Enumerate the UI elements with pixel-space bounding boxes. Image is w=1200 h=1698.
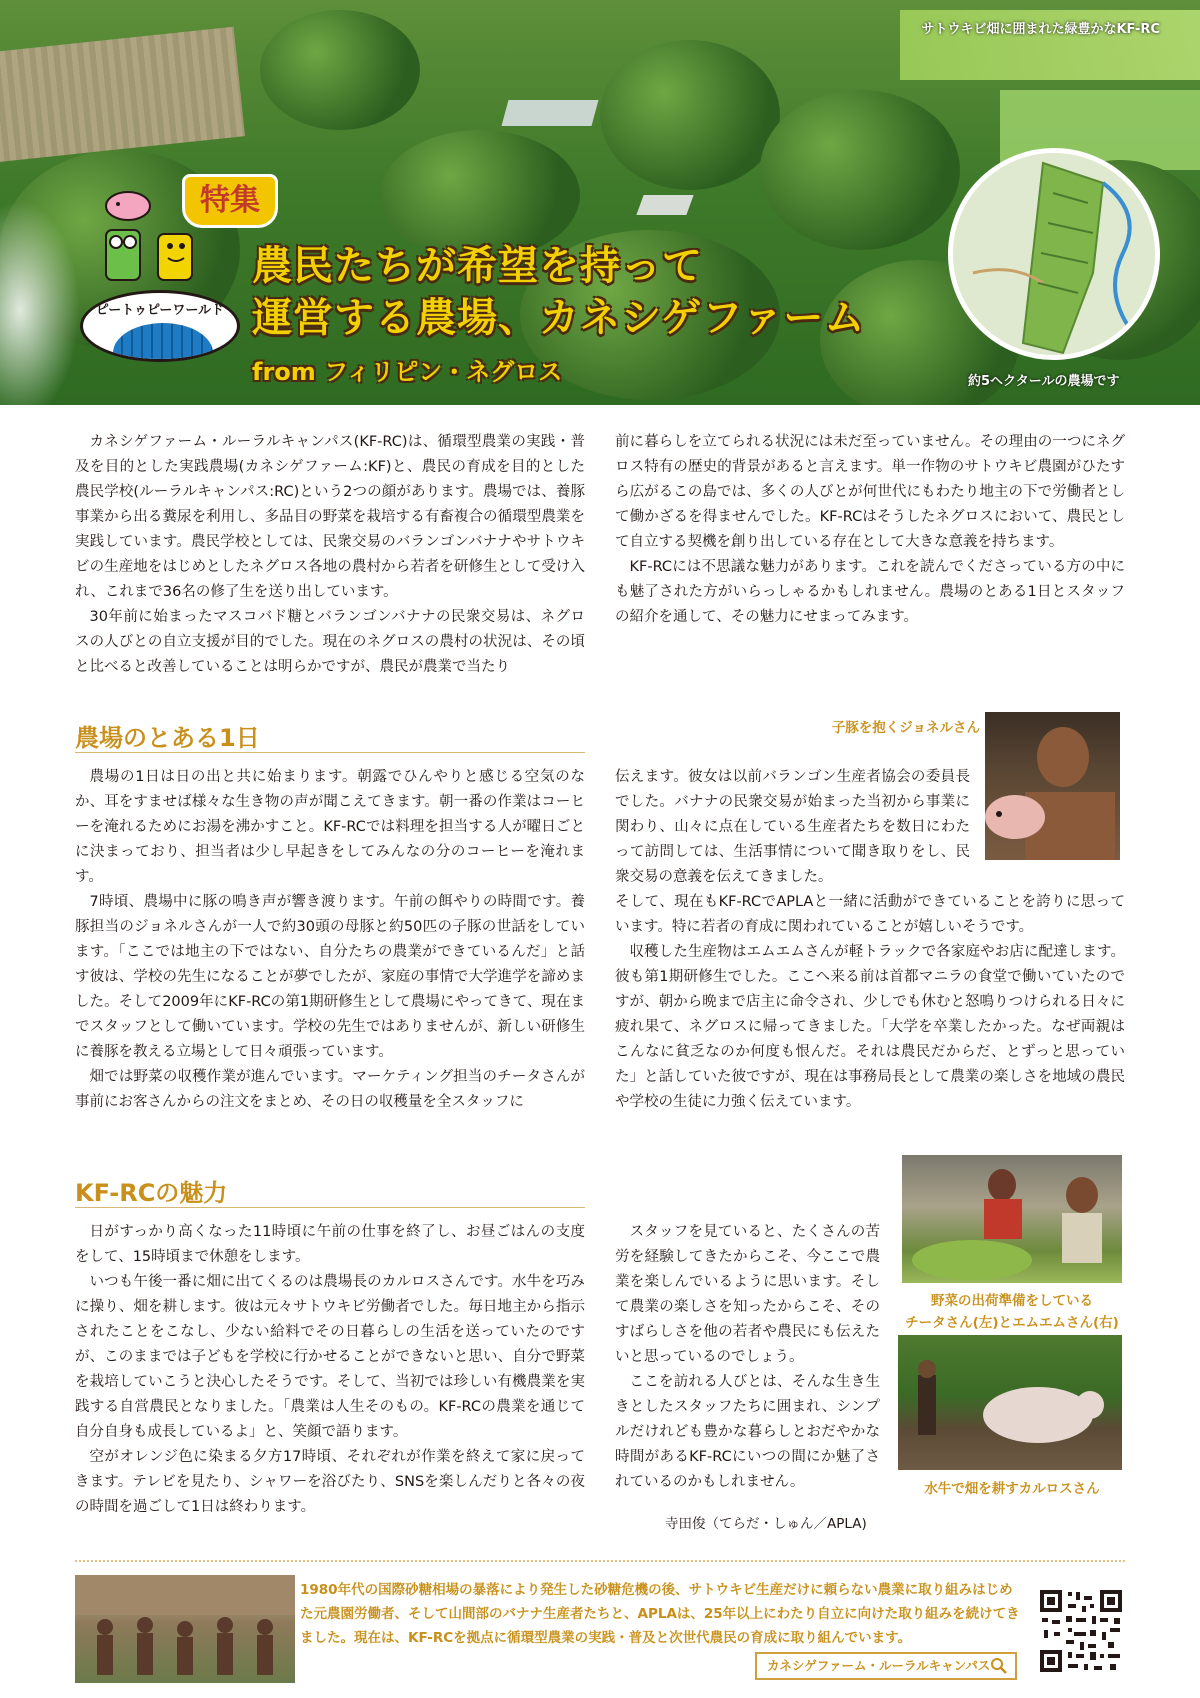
photo-caption: 子豚を抱くジョネルさん bbox=[831, 720, 980, 736]
photo-caption bbox=[890, 1290, 1134, 1334]
caption-line: 野菜の出荷準備をしている bbox=[931, 1293, 1093, 1309]
search-icon[interactable] bbox=[989, 1656, 1009, 1676]
intro-left-column bbox=[75, 430, 585, 680]
paragraph: 前に暮らしを立てられる状況には未だ至っていません。その理由の一つにネグロス特有の歴史的背景があると言えます。単一作物のサトウキビ農園がひたすら広がるこの島では、多くの人びとが何世代にもわたり地主の下で労働者として働かざるを得ませんでした。KF-RCはそうしたネグロスにおいて、農民として自立する契機を創り出している存在として大きな意義を持ちます。 bbox=[615, 434, 1125, 550]
farm-building bbox=[636, 195, 693, 215]
photo-drawing bbox=[985, 712, 1120, 860]
intro-right-column bbox=[615, 430, 1125, 630]
section2-left-column bbox=[75, 1220, 585, 1520]
photo-drawing bbox=[75, 1575, 295, 1683]
paragraph: いつも午後一番に畑に出てくるのは農場長のカルロスさんです。水牛を巧みに操り、畑を耕します。彼は元々サトウキビ労働者でした。毎日地主から指示されたことをこなし、少ない給料でその日暮らしの生活を送っていたのですが、このままでは子どもを学校に行かせることができないと思い、自分で野菜を栽培していこうと決心したそうです。そして、当初では珍しい有機農業を実践する自営農民となりました。「農業は人生そのもの。KF-RCの農業を通じて自分自身も成長しているよ」と、笑顔で語ります。 bbox=[75, 1274, 585, 1440]
paragraph: 日がすっかり高くなった11時頃に午前の仕事を終了し、お昼ごはんの支度をして、15時頃まで休憩をします。 bbox=[75, 1224, 585, 1265]
photo-drawing bbox=[902, 1155, 1122, 1283]
globe-icon bbox=[113, 323, 213, 362]
feature-badge: 特集 bbox=[182, 174, 278, 228]
hero-photo bbox=[0, 0, 1200, 405]
photo-caption: 水牛で畑を耕すカルロスさん bbox=[924, 1481, 1100, 1497]
title-line: 農民たちが希望を持って bbox=[252, 243, 703, 289]
tree-canopy bbox=[260, 10, 420, 130]
paragraph: 伝えます。彼女は以前バランゴン生産者協会の委員長でした。バナナの民衆交易が始まった当初から事業に関わり、山々に点在している生産者たちを数日にわたって訪問しては、生活事情について聞き取りをし、民衆交易の意義を伝えてきました。 bbox=[615, 769, 970, 885]
smoke bbox=[0, 200, 80, 405]
photo-drawing bbox=[898, 1335, 1122, 1470]
farm-map-drawing bbox=[953, 153, 1160, 360]
paragraph: KF-RCには不思議な魅力があります。これを読んでくださっている方の中にも魅了された方がいらっしゃるかもしれません。農場のとある1日とスタッフの紹介を通して、その魅力にせまってみます。 bbox=[615, 559, 1125, 625]
section2-right-column bbox=[615, 1220, 880, 1495]
logo-text: ピートゥピーワールド bbox=[95, 303, 225, 318]
hero-photo-caption: サトウキビ畑に囲まれた緑豊かなKF-RC bbox=[921, 22, 1160, 37]
farm-building bbox=[502, 100, 599, 126]
section-title: KF-RCの魅力 bbox=[75, 1179, 228, 1207]
paragraph: 畑では野菜の収穫作業が進んでいます。マーケティング担当のチータさんが事前にお客さんからの注文をまとめ、その日の収穫量を全スタッフに bbox=[75, 1069, 585, 1110]
section-title: 農場のとある1日 bbox=[75, 724, 260, 752]
paragraph: 30年前に始まったマスコバド糖とバランゴンバナナの民衆交易は、ネグロスの人びとの自立支援が目的でした。現在のネグロスの農村の状況は、その頃と比べると改善していることは明らかですが、農民が農業で当たり bbox=[75, 609, 585, 675]
author-byline: 寺田俊（てらだ・しゅん／APLA) bbox=[665, 1516, 867, 1532]
farm-map bbox=[948, 148, 1160, 360]
paragraph: 7時頃、農場中に豚の鳴き声が響き渡ります。午前の餌やりの時間です。養豚担当のジョネルさんが一人で約30頭の母豚と約50匹の子豚の世話をしています。「ここでは地主の下ではない、自分たちの農業ができているんだ」と話す彼は、学校の先生になることが夢でしたが、家庭の事情で大学進学を諦めました。そして2009年にKF-RCの第1期研修生として農場にやってきて、現在までスタッフとして働いています。学校の先生ではありませんが、新しい研修生に養豚を教える立場として日々頑張っています。 bbox=[75, 894, 585, 1060]
section1-right-column bbox=[615, 890, 1125, 1115]
paragraph: ここを訪れる人びとは、そんな生き生きとしたスタッフたちに囲まれ、シンプルだけれども豊かな暮らしとおだやかな時間があるKF-RCにいつの間にか魅了されているのかもしれません。 bbox=[615, 1374, 880, 1490]
photo-jonel-with-piglet bbox=[985, 712, 1120, 860]
tree-canopy bbox=[760, 90, 960, 250]
section-divider bbox=[75, 752, 585, 753]
footer-description: 1980年代の国際砂糖相場の暴落により発生した砂糖危機の後、サトウキビ生産だけに頼らない農業に取り組みはじめた元農園労働者、そして山間部のバナナ生産者たちと、APLAは、25年以上にわたり自立に向けた取り組みを続けてきました。現在は、KF-RCを拠点に循環型農業の実践・普及と次世代農民の育成に取り組んでいます。 bbox=[300, 1582, 1020, 1646]
paragraph: 農場の1日は日の出と共に始まります。朝露でひんやりと感じる空気のなか、耳をすませば様々な生き物の声が聞こえてきます。朝一番の作業はコーヒーを淹れるためにお湯を沸かすこと。KF-RCでは料理を担当する人が曜日ごとに決まっており、担当者は少し早起きをしてみんなの分のコーヒーを淹れます。 bbox=[75, 769, 585, 885]
tree-canopy bbox=[600, 40, 780, 190]
qr-code[interactable] bbox=[1038, 1588, 1124, 1674]
page-title bbox=[252, 240, 865, 344]
paragraph: カネシゲファーム・ルーラルキャンパス(KF-RC)は、循環型農業の実践・普及を目的とした実践農場(カネシゲファーム:KF)と、農民の育成を目的とした農民学校(ルーラルキャンパス:RC)という2つの顔があります。農場では、養豚事業から出る糞尿を利用し、多品目の野菜を栽培する有畜複合の循環型農業を実践しています。農民学校としては、民衆交易のバランゴンバナナやサトウキビの生産地をはじめとしたネグロス各地の農村から若者を研修生として受け入れ、これまで36名の修了生を送り出しています。 bbox=[75, 434, 585, 600]
paragraph: 収穫した生産物はエムエムさんが軽トラックで各家庭やお店に配達します。彼も第1期研修生でした。ここへ来る前は首都マニラの食堂で働いていたのですが、朝から晩まで店主に命令され、少しでも休むと怒鳴りつけられる日々に疲れ果て、ネグロスに帰ってきました。「大学を卒業したかった。なぜ両親はこんなに貧乏なのか何度も恨んだ。それは農民だからだ、とずっと思っていた」と話していた彼ですが、現在は事務局長として農業の楽しさを地域の農民や学校の生徒に力強く伝えています。 bbox=[615, 944, 1126, 1110]
search-label: カネシゲファーム・ルーラルキャンパス bbox=[767, 1658, 991, 1673]
title-line: 運営する農場、カネシゲファーム bbox=[252, 295, 866, 341]
search-box[interactable] bbox=[755, 1652, 1017, 1680]
section-divider bbox=[75, 1207, 585, 1208]
page-subtitle: from フィリピン・ネグロス bbox=[252, 358, 563, 386]
section1-right-wrap bbox=[615, 765, 970, 890]
paragraph: スタッフを見ていると、たくさんの苦労を経験してきたからこそ、今ここで農業を楽しんでいるように思います。そして農業の楽しさを知ったからこそ、そのすばらしさを他の若者や農民にも伝えたいと思っているのでしょう。 bbox=[615, 1224, 880, 1365]
caption-line: チータさん(左)とエムエムさん(右) bbox=[905, 1315, 1119, 1331]
qr-code-pattern bbox=[1038, 1588, 1124, 1674]
paragraph: 空がオレンジ色に染まる夕方17時頃、それぞれが作業を終えて家に戻ってきます。テレビを見たり、シャワーを浴びたり、SNSを楽しんだりと各々の夜の時間を過ごして1日は終わります。 bbox=[75, 1449, 585, 1515]
photo-carabao-plowing bbox=[898, 1335, 1122, 1470]
map-caption: 約5ヘクタールの農場です bbox=[968, 374, 1120, 389]
p2p-world-logo bbox=[80, 290, 240, 362]
photo-vegetable-prep bbox=[902, 1155, 1122, 1283]
paragraph: そして、現在もKF-RCでAPLAと一緒に活動ができていることを誇りに思っています。特に若者の育成に関われていることが嬉しいそうです。 bbox=[615, 894, 1125, 935]
footer-group-photo bbox=[75, 1575, 295, 1683]
footer-divider bbox=[75, 1560, 1125, 1562]
section1-left-column bbox=[75, 765, 585, 1115]
sugarcane-field bbox=[0, 27, 245, 164]
